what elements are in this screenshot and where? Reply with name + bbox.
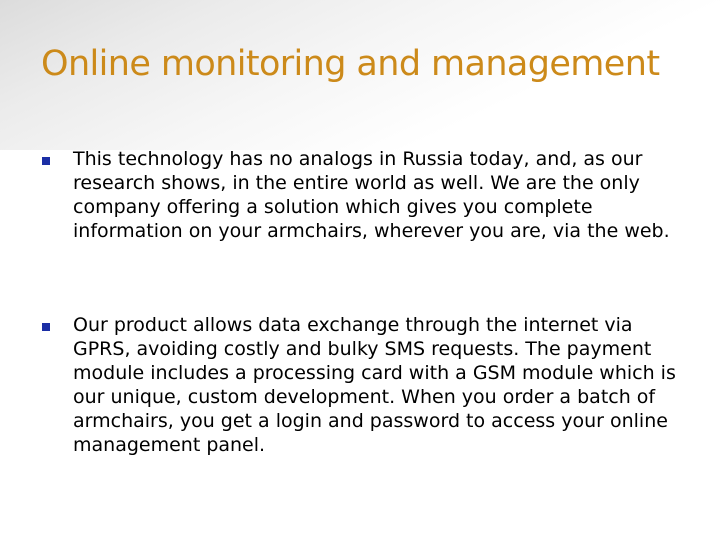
bullet-text: This technology has no analogs in Russia today, and, as our research shows, in the entire world as well. We are the only company offering a solution which gives you complete information on your armchairs, wherever you are, via the web. xyxy=(73,148,670,242)
square-bullet-icon xyxy=(42,157,50,165)
slide-title: Online monitoring and management xyxy=(41,44,660,84)
square-bullet-icon xyxy=(42,323,50,331)
bullet-text: Our product allows data exchange through the internet via GPRS, avoiding costly and bulky SMS requests. The payment module includes a processing card with a GSM module which is our unique, custom development. When you order a batch of armchairs, you get a login and password to access your online management panel. xyxy=(73,314,676,456)
